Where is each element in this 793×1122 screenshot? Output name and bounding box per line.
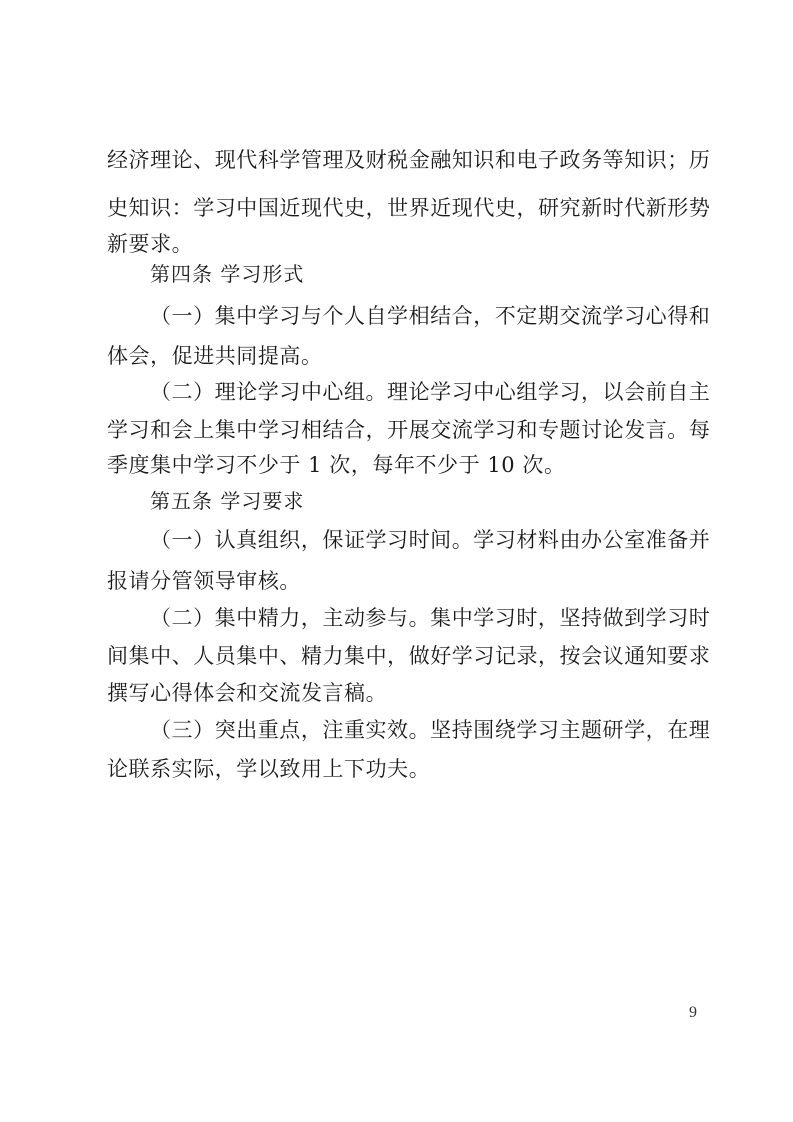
section-heading: 第四条 学习形式 [150, 262, 305, 286]
page-number: 9 [689, 1004, 697, 1021]
body-text-line: （二）集中精力，主动参与。集中学习时，坚持做到学习时 [150, 606, 711, 630]
body-text-line: （一）集中学习与个人自学相结合，不定期交流学习心得和 [150, 304, 711, 328]
body-text-line: 间集中、人员集中、精力集中，做好学习记录，按会议通知要求 [107, 644, 711, 668]
body-text-line: （二）理论学习中心组。理论学习中心组学习，以会前自主 [150, 380, 711, 404]
body-text-line: 史知识：学习中国近现代史，世界近现代史，研究新时代新形势 [107, 196, 711, 220]
body-text-line: 学习和会上集中学习相结合，开展交流学习和专题讨论发言。每 [107, 418, 711, 442]
body-text-line: 论联系实际，学以致用上下功夫。 [107, 757, 431, 781]
body-text-line: 季度集中学习不少于 1 次，每年不少于 10 次。 [107, 453, 566, 477]
body-text-line: 新要求。 [107, 232, 194, 256]
body-text-line: 经济理论、现代科学管理及财税金融知识和电子政务等知识；历 [107, 148, 711, 172]
body-text-line: 体会，促进共同提高。 [107, 344, 323, 368]
body-text-line: 撰写心得体会和交流发言稿。 [107, 681, 388, 705]
section-heading: 第五条 学习要求 [150, 489, 305, 513]
body-text-line: 报请分管领导审核。 [107, 569, 301, 593]
body-text-line: （三）突出重点，注重实效。坚持围绕学习主题研学，在理 [150, 718, 711, 742]
body-text-line: （一）认真组织，保证学习时间。学习材料由办公室准备并 [150, 528, 711, 552]
